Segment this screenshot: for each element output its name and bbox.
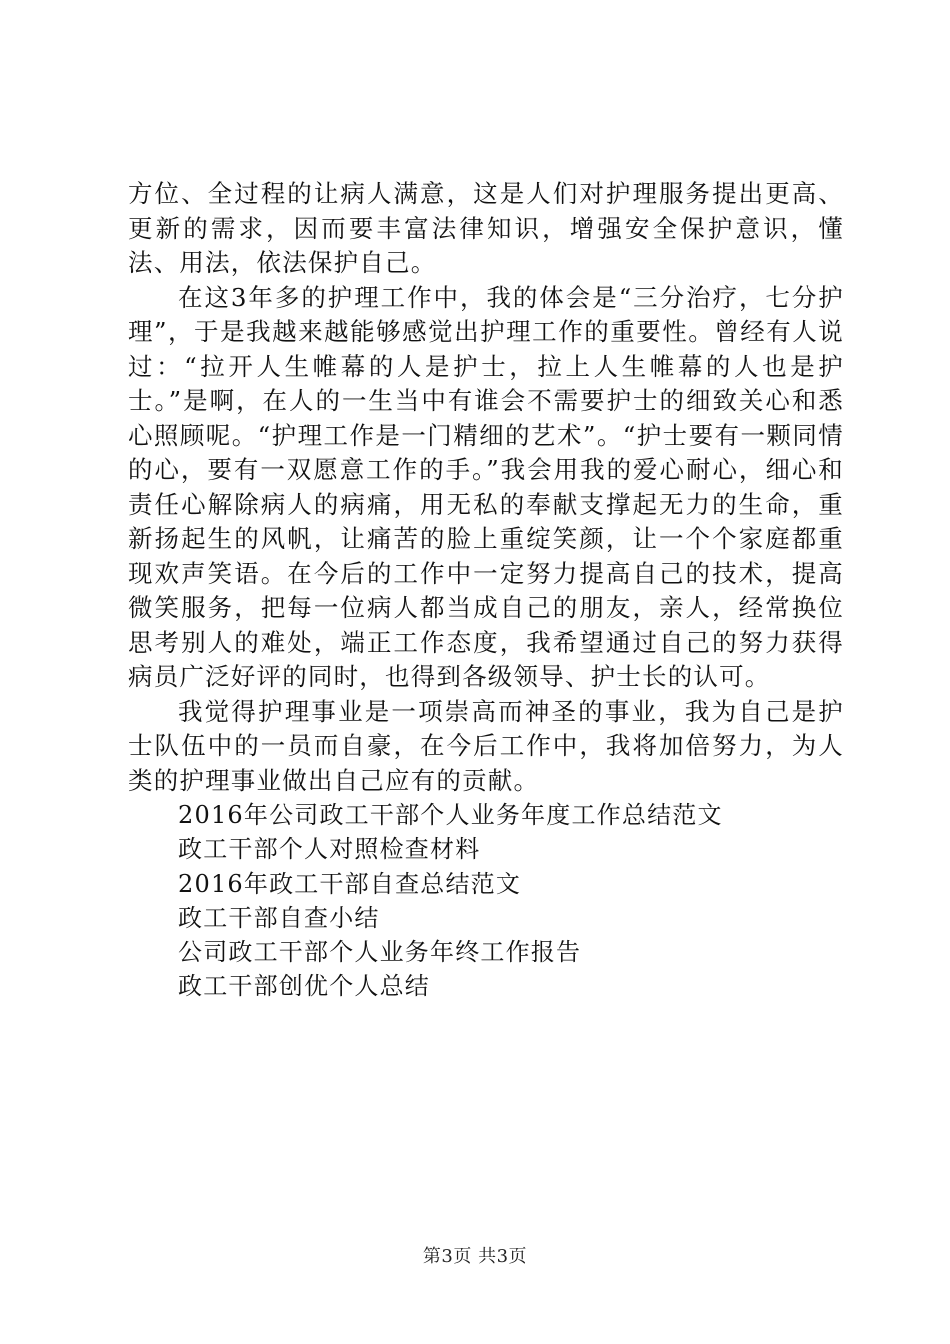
related-article-link-4[interactable]: 政工干部自查小结: [178, 903, 380, 932]
related-article-link-2[interactable]: 政工干部个人对照检查材料: [178, 835, 481, 864]
related-article-link-6[interactable]: 政工干部创优个人总结: [178, 972, 430, 1001]
related-article-link-1[interactable]: 2016年公司政工干部个人业务年度工作总结范文: [178, 801, 723, 829]
document-body: [128, 177, 844, 1004]
page-number-footer: 第3页 共3页: [422, 1246, 528, 1267]
related-articles-list: [128, 798, 844, 1004]
body-paragraph-3: 我觉得护理事业是一项崇高而神圣的事业，我为自己是护士队伍中的一员而自豪，在今后工作中，我将加倍努力，为人类的护理事业做出自己应有的贡献。: [128, 696, 844, 795]
body-paragraph-1: 方位、全过程的让病人满意，这是人们对护理服务提出更高、更新的需求，因而要丰富法律知识，增强安全保护意识，懂法、用法，依法保护自己。: [128, 179, 844, 277]
related-article-link-3[interactable]: 2016年政工干部自查总结范文: [178, 869, 522, 898]
related-article-link-5[interactable]: 公司政工干部个人业务年终工作报告: [178, 938, 582, 967]
body-paragraph-2: 在这3年多的护理工作中，我的体会是“三分治疗，七分护理”，于是我越来越能够感觉出护理工作的重要性。曾经有人说过：“拉开人生帷幕的人是护士，拉上人生帷幕的人也是护士。”是啊，在人的一生当中有谁会不需要护士的细致关心和悉心照顾呢。“护理工作是一门精细的艺术”。“护士要有一颗同情的心，要有一双愿意工作的手。”我会用我的爱心耐心，细心和责任心解除病人的病痛，用无私的奉献支撑起无力的生命，重新扬起生的风帆，让痛苦的脸上重绽笑颜，让一个个家庭都重现欢声笑语。在今后的工作中一定努力提高自己的技术，提高微笑服务，把每一位病人都当成自己的朋友，亲人，经常换位思考别人的难处，端正工作态度，我希望通过自己的努力获得病员广泛好评的同时，也得到各级领导、护士长的认可。: [128, 282, 844, 691]
